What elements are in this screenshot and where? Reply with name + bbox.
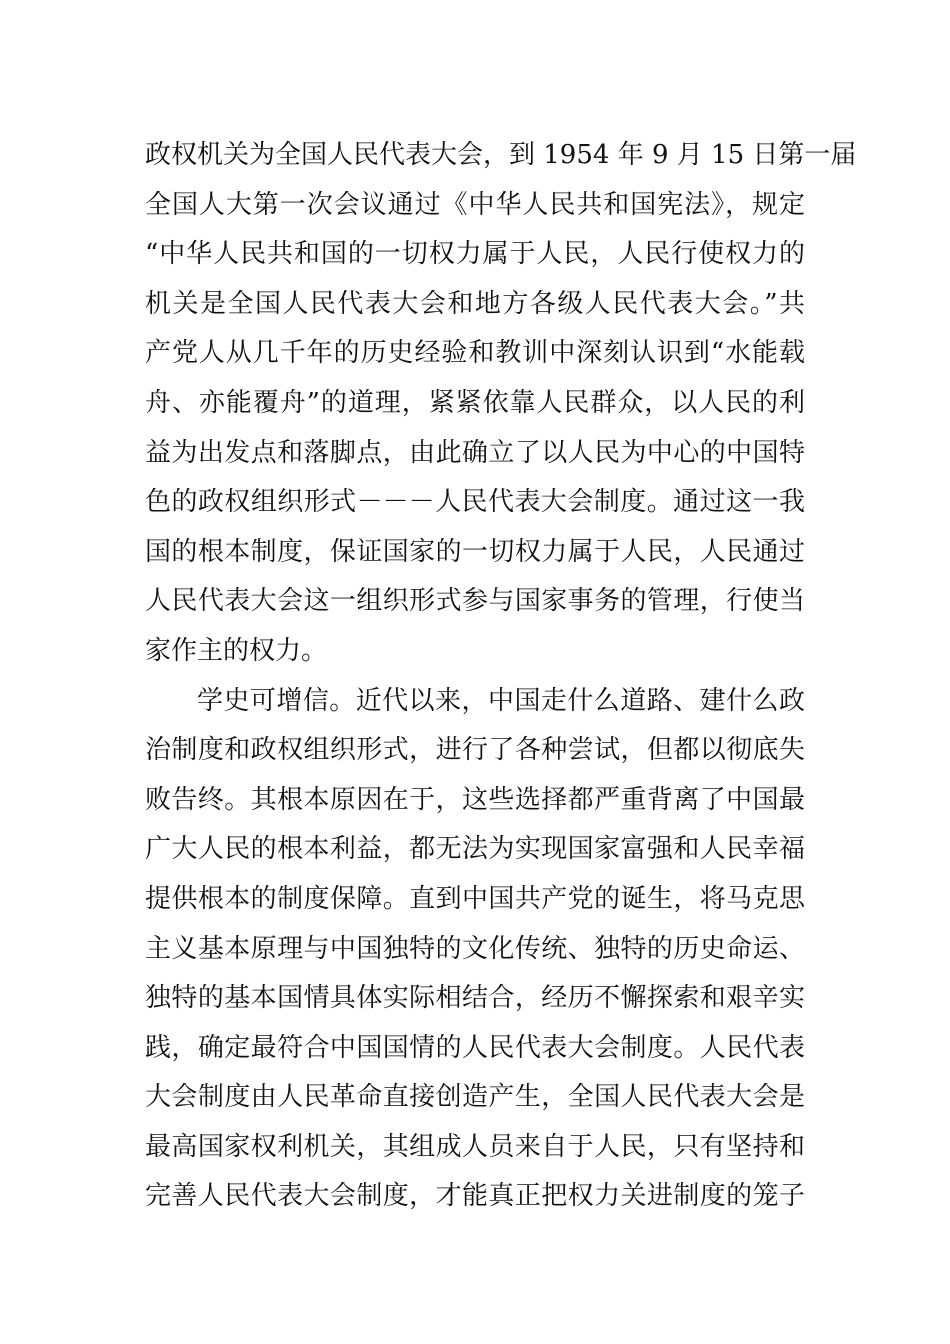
body-text [145, 131, 857, 1222]
text-line: 产党人从几千年的历史经验和教训中深刻认识到“水能载 [145, 338, 805, 369]
text-line: “中华人民共和国的一切权力属于人民，人民行使权力的 [145, 239, 805, 270]
text-line: 败告终。其根本原因在于，这些选择都严重背离了中国最 [145, 784, 805, 815]
text-line: 舟、亦能覆舟”的道理，紧紧依靠人民群众，以人民的利 [145, 387, 805, 418]
text-line: 色的政权组织形式－－－人民代表大会制度。通过这一我 [145, 487, 805, 518]
text-line: 益为出发点和落脚点，由此确立了以人民为中心的中国特 [145, 437, 805, 468]
text-line: 机关是全国人民代表大会和地方各级人民代表大会。”共 [145, 288, 805, 319]
text-line: 主义基本原理与中国独特的文化传统、独特的历史命运、 [145, 933, 805, 964]
text-line: 最高国家权利机关，其组成人员来自于人民，只有坚持和 [145, 1131, 805, 1162]
text-line: 完善人民代表大会制度，才能真正把权力关进制度的笼子 [145, 1181, 805, 1212]
text-line: 国的根本制度，保证国家的一切权力属于人民，人民通过 [145, 536, 805, 567]
text-line: 治制度和政权组织形式，进行了各种尝试，但都以彻底失 [145, 735, 805, 766]
text-line: 学史可增信。近代以来，中国走什么道路、建什么政 [197, 685, 805, 716]
text-line: 人民代表大会这一组织形式参与国家事务的管理，行使当 [145, 586, 805, 617]
text-line: 践，确定最符合中国国情的人民代表大会制度。人民代表 [145, 1032, 805, 1063]
text-line: 全国人大第一次会议通过《中华人民共和国宪法》，规定 [145, 189, 805, 220]
text-line: 提供根本的制度保障。直到中国共产党的诞生，将马克思 [145, 883, 805, 914]
text-line: 广大人民的根本利益，都无法为实现国家富强和人民幸福 [145, 834, 805, 865]
text-line: 政权机关为全国人民代表大会，到 1954 年 9 月 15 日第一届 [145, 140, 857, 170]
text-line: 家作主的权力。 [145, 635, 328, 666]
text-line: 大会制度由人民革命直接创造产生，全国人民代表大会是 [145, 1082, 805, 1113]
text-line: 独特的基本国情具体实际相结合，经历不懈探索和艰辛实 [145, 983, 805, 1014]
